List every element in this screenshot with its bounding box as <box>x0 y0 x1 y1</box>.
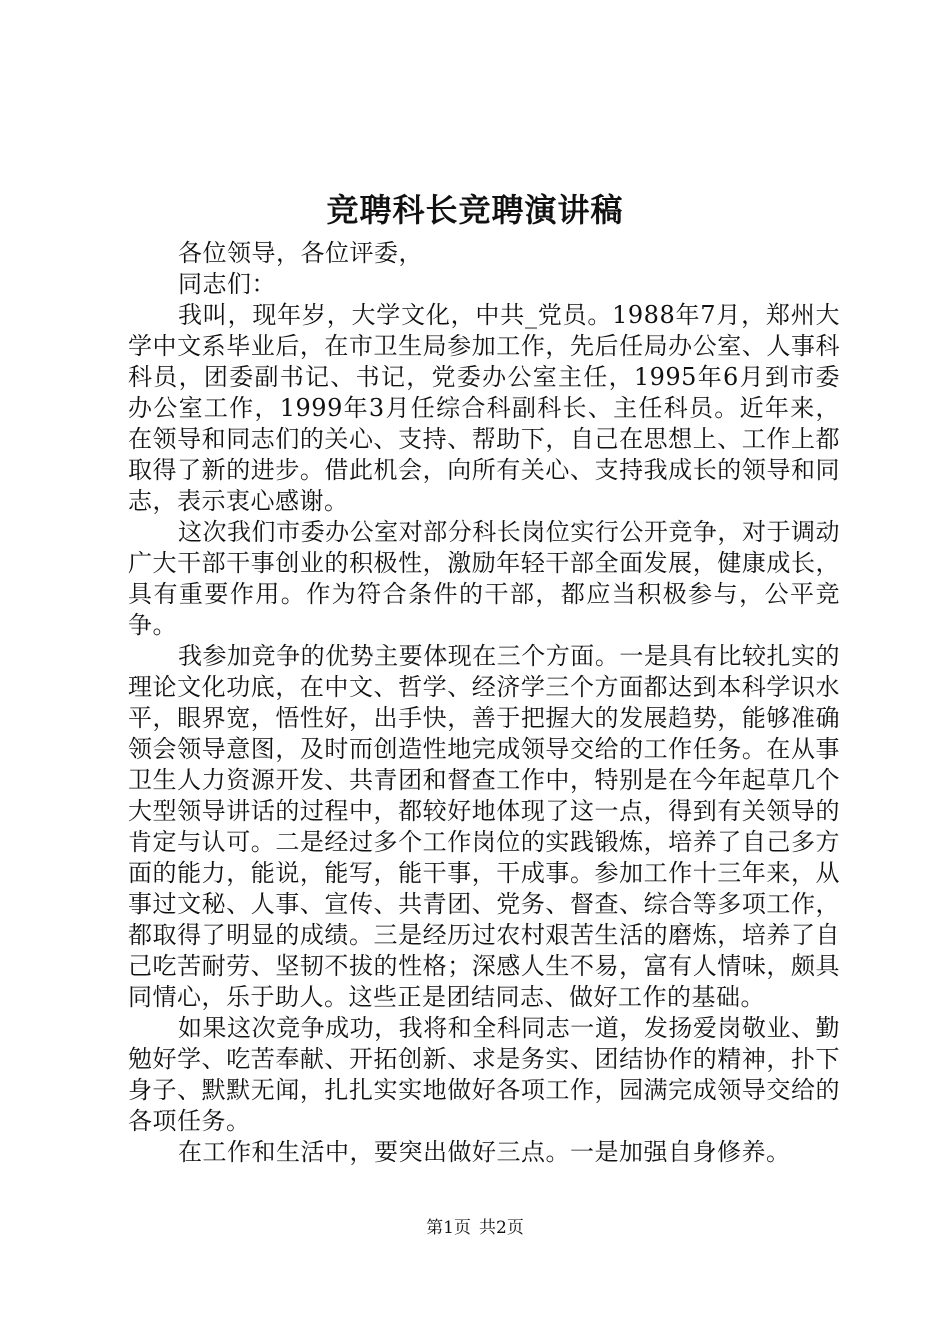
salutation-line-2: 同志们： <box>178 270 276 298</box>
paragraph-focus: 在工作和生活中，要突出做好三点。一是加强自身修养。 <box>178 1138 791 1166</box>
paragraph-commitment: 如果这次竞争成功，我将和全科同志一道，发扬爱岗敬业、勤勉好学、吃苦奉献、开拓创新、求是务实、团结协作的精神，扑下身子、默默无闻，扎扎实实地做好各项工作，园满完成领导交给的各项任务。 <box>128 1014 840 1135</box>
page-total: 共2页 <box>479 1218 524 1238</box>
document-body <box>128 238 840 1168</box>
document-title: 竞聘科长竞聘演讲稿 <box>326 191 624 229</box>
salutation-line-1: 各位领导，各位评委， <box>178 239 423 267</box>
page-number: 第1页 <box>426 1218 471 1238</box>
paragraph-introduction: 我叫，现年岁，大学文化，中共_党员。1988年7月，郑州大学中文系毕业后，在市卫生局参加工作，先后任局办公室、人事科科员，团委副书记、书记，党委办公室主任，1995年6月到市委办公室工作，1999年3月任综合科副科长、主任科员。近年来，在领导和同志们的关心、支持、帮助下，自己在思想上、工作上都取得了新的进步。借此机会，向所有关心、支持我成长的领导和同志，表示衷心感谢。 <box>128 301 840 515</box>
paragraph-advantages: 我参加竞争的优势主要体现在三个方面。一是具有比较扎实的理论文化功底，在中文、哲学、经济学三个方面都达到本科学识水平，眼界宽，悟性好，出手快，善于把握大的发展趋势，能够准确领会领导意图，及时而创造性地完成领导交给的工作任务。在从事卫生人力资源开发、共青团和督查工作中，特别是在今年起草几个大型领导讲话的过程中，都较好地体现了这一点，得到有关领导的肯定与认可。二是经过多个工作岗位的实践锻炼，培养了自己多方面的能力，能说，能写，能干事，干成事。参加工作十三年来，从事过文秘、人事、宣传、共青团、党务、督查、综合等多项工作，都取得了明显的成绩。三是经历过农村艰苦生活的磨炼，培养了自己吃苦耐劳、坚韧不拔的性格；深感人生不易，富有人情味，颇具同情心，乐于助人。这些正是团结同志、做好工作的基础。 <box>128 642 840 1011</box>
paragraph-competition: 这次我们市委办公室对部分科长岗位实行公开竞争，对于调动广大干部干事创业的积极性，激励年轻干部全面发展，健康成长，具有重要作用。作为符合条件的干部，都应当积极参与，公平竞争。 <box>128 518 840 639</box>
page-footer <box>0 1216 950 1240</box>
